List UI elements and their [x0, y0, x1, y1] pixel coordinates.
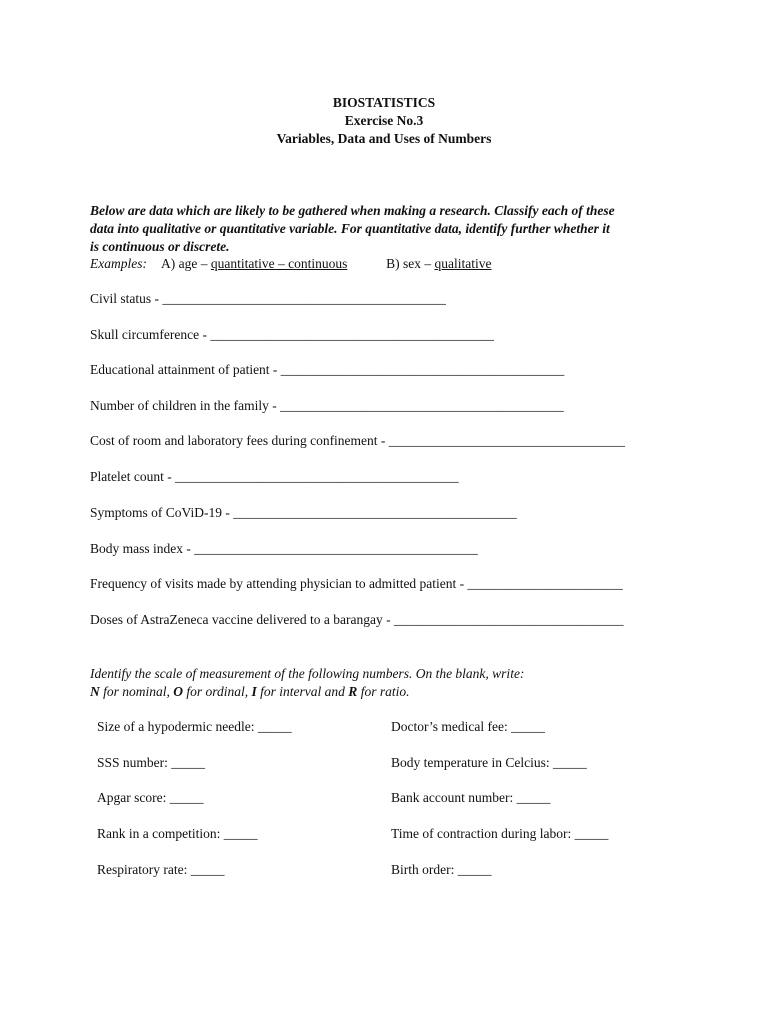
page-subtitle: Variables, Data and Uses of Numbers — [276, 131, 492, 146]
scale-code-o: O — [173, 684, 184, 699]
variable-item-platelet-count: Platelet count - __________________________________________ — [90, 469, 459, 484]
scale-item-time-of-contraction: Time of contraction during labor: _____ — [391, 826, 609, 841]
variable-item-civil-status: Civil status - __________________________________________ — [90, 291, 446, 306]
scale-text-n: for nominal, — [99, 684, 174, 699]
scale-code-n: N — [90, 684, 100, 699]
example-b-answer: qualitative — [434, 256, 492, 271]
instructions-line-3: is continuous or discrete. — [90, 239, 230, 254]
page-title: BIOSTATISTICS — [332, 95, 436, 110]
exercise-number: Exercise No.3 — [344, 113, 424, 128]
scale-item-hypodermic-needle: Size of a hypodermic needle: _____ — [97, 719, 292, 734]
scale-code-r: R — [348, 684, 358, 699]
scale-instructions-line-2 — [90, 684, 409, 700]
variable-item-skull-circumference: Skull circumference - __________________________________________ — [90, 327, 494, 342]
example-a-answer: quantitative – continuous — [210, 256, 348, 271]
scale-item-bank-account: Bank account number: _____ — [391, 790, 551, 805]
scale-item-birth-order: Birth order: _____ — [391, 862, 492, 877]
scale-item-apgar-score: Apgar score: _____ — [97, 790, 204, 805]
scale-text-i: for interval and — [256, 684, 349, 699]
variable-item-educational-attainment: Educational attainment of patient - __________________________________________ — [90, 362, 565, 377]
variable-item-astrazeneca-doses: Doses of AstraZeneca vaccine delivered to a barangay - __________________________________ — [90, 612, 624, 627]
examples-label: Examples: — [90, 256, 147, 271]
variable-item-body-mass-index: Body mass index - __________________________________________ — [90, 541, 478, 556]
instructions-line-1: Below are data which are likely to be gathered when making a research. Classify each of these — [90, 203, 615, 218]
variable-item-frequency-of-visits: Frequency of visits made by attending physician to admitted patient - _______________________ — [90, 576, 623, 591]
example-a-prefix: A) age – — [161, 256, 211, 271]
scale-item-body-temperature: Body temperature in Celcius: _____ — [391, 755, 587, 770]
scale-text-r: for ratio. — [357, 684, 410, 699]
scale-instructions-line-1: Identify the scale of measurement of the following numbers. On the blank, write: — [90, 666, 525, 681]
scale-item-sss-number: SSS number: _____ — [97, 755, 206, 770]
instructions-line-2: data into qualitative or quantitative variable. For quantitative data, identify further whether it — [90, 221, 610, 236]
variable-item-symptoms-covid: Symptoms of CoViD-19 - __________________________________________ — [90, 505, 517, 520]
variable-item-number-of-children: Number of children in the family - __________________________________________ — [90, 398, 564, 413]
scale-item-doctors-fee: Doctor’s medical fee: _____ — [391, 719, 545, 734]
scale-code-i: I — [251, 684, 257, 699]
scale-item-respiratory-rate: Respiratory rate: _____ — [97, 862, 225, 877]
example-b-prefix: B) sex – — [386, 256, 435, 271]
scale-item-rank-in-competition: Rank in a competition: _____ — [97, 826, 258, 841]
variable-item-cost-of-room: Cost of room and laboratory fees during confinement - ___________________________________ — [90, 433, 626, 448]
examples-row — [90, 256, 491, 272]
scale-text-o: for ordinal, — [183, 684, 252, 699]
